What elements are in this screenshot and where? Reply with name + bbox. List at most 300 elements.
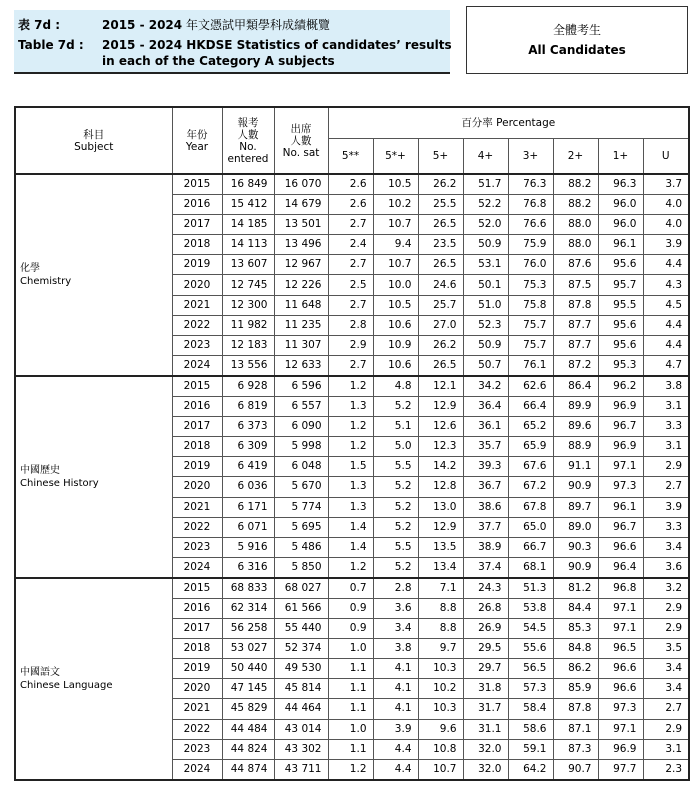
sat-cell: 61 566 bbox=[274, 598, 328, 618]
percentage-cell: 96.6 bbox=[598, 537, 643, 557]
percentage-cell: 56.5 bbox=[508, 659, 553, 679]
percentage-cell: 10.6 bbox=[373, 315, 418, 335]
percentage-cell: 3.9 bbox=[643, 235, 689, 255]
percentage-cell: 3.6 bbox=[643, 557, 689, 578]
percentage-cell: 25.5 bbox=[418, 195, 463, 215]
percentage-cell: 24.3 bbox=[463, 578, 508, 599]
percentage-cell: 1.2 bbox=[328, 759, 373, 780]
percentage-cell: 36.7 bbox=[463, 477, 508, 497]
entered-cell: 12 300 bbox=[222, 295, 274, 315]
percentage-cell: 26.5 bbox=[418, 355, 463, 376]
year-cell: 2021 bbox=[172, 295, 222, 315]
percentage-cell: 4.4 bbox=[373, 759, 418, 780]
percentage-cell: 9.6 bbox=[418, 719, 463, 739]
percentage-cell: 23.5 bbox=[418, 235, 463, 255]
percentage-cell: 5.0 bbox=[373, 437, 418, 457]
subject-zh: 中國歷史 bbox=[20, 464, 60, 476]
header-subject: 科目 Subject bbox=[15, 107, 172, 174]
percentage-cell: 35.7 bbox=[463, 437, 508, 457]
percentage-cell: 37.7 bbox=[463, 517, 508, 537]
percentage-cell: 26.9 bbox=[463, 619, 508, 639]
percentage-cell: 76.3 bbox=[508, 174, 553, 195]
entered-cell: 44 874 bbox=[222, 759, 274, 780]
year-cell: 2021 bbox=[172, 497, 222, 517]
percentage-cell: 97.1 bbox=[598, 619, 643, 639]
percentage-cell: 75.9 bbox=[508, 235, 553, 255]
percentage-cell: 88.2 bbox=[553, 195, 598, 215]
sat-cell: 6 557 bbox=[274, 397, 328, 417]
percentage-cell: 1.2 bbox=[328, 417, 373, 437]
year-cell: 2023 bbox=[172, 335, 222, 355]
entered-cell: 45 829 bbox=[222, 699, 274, 719]
percentage-cell: 90.9 bbox=[553, 477, 598, 497]
percentage-cell: 67.6 bbox=[508, 457, 553, 477]
percentage-cell: 66.4 bbox=[508, 397, 553, 417]
year-cell: 2017 bbox=[172, 215, 222, 235]
header-grade: 5*+ bbox=[373, 139, 418, 175]
percentage-cell: 76.8 bbox=[508, 195, 553, 215]
entered-cell: 62 314 bbox=[222, 598, 274, 618]
year-cell: 2022 bbox=[172, 315, 222, 335]
percentage-cell: 96.4 bbox=[598, 557, 643, 578]
percentage-cell: 26.5 bbox=[418, 255, 463, 275]
percentage-cell: 4.1 bbox=[373, 659, 418, 679]
year-cell: 2015 bbox=[172, 376, 222, 397]
header-grade: 5** bbox=[328, 139, 373, 175]
percentage-cell: 65.0 bbox=[508, 517, 553, 537]
percentage-cell: 14.2 bbox=[418, 457, 463, 477]
header-grade: 1+ bbox=[598, 139, 643, 175]
percentage-cell: 96.1 bbox=[598, 235, 643, 255]
percentage-cell: 2.9 bbox=[643, 598, 689, 618]
percentage-cell: 12.9 bbox=[418, 397, 463, 417]
entered-cell: 14 113 bbox=[222, 235, 274, 255]
percentage-cell: 7.1 bbox=[418, 578, 463, 599]
percentage-cell: 87.1 bbox=[553, 719, 598, 739]
percentage-cell: 10.3 bbox=[418, 699, 463, 719]
percentage-cell: 96.6 bbox=[598, 679, 643, 699]
year-cell: 2021 bbox=[172, 699, 222, 719]
caption-zh-years: 2015 - 2024 bbox=[102, 18, 183, 32]
percentage-cell: 12.3 bbox=[418, 437, 463, 457]
year-cell: 2015 bbox=[172, 578, 222, 599]
entered-cell: 6 036 bbox=[222, 477, 274, 497]
percentage-cell: 90.7 bbox=[553, 759, 598, 780]
percentage-cell: 29.7 bbox=[463, 659, 508, 679]
percentage-cell: 8.8 bbox=[418, 598, 463, 618]
percentage-cell: 95.6 bbox=[598, 315, 643, 335]
percentage-cell: 96.0 bbox=[598, 195, 643, 215]
percentage-cell: 96.9 bbox=[598, 437, 643, 457]
sat-cell: 45 814 bbox=[274, 679, 328, 699]
header-entered: 報考 人數 No. entered bbox=[222, 107, 274, 174]
percentage-cell: 87.8 bbox=[553, 295, 598, 315]
percentage-cell: 10.2 bbox=[373, 195, 418, 215]
percentage-cell: 3.8 bbox=[643, 376, 689, 397]
percentage-cell: 3.4 bbox=[643, 679, 689, 699]
percentage-cell: 87.3 bbox=[553, 739, 598, 759]
percentage-cell: 1.1 bbox=[328, 679, 373, 699]
percentage-cell: 59.1 bbox=[508, 739, 553, 759]
percentage-cell: 96.7 bbox=[598, 517, 643, 537]
percentage-cell: 87.7 bbox=[553, 335, 598, 355]
percentage-cell: 3.2 bbox=[643, 578, 689, 599]
year-cell: 2022 bbox=[172, 719, 222, 739]
entered-cell: 6 419 bbox=[222, 457, 274, 477]
percentage-cell: 53.1 bbox=[463, 255, 508, 275]
percentage-cell: 88.0 bbox=[553, 235, 598, 255]
percentage-cell: 4.4 bbox=[643, 255, 689, 275]
entered-cell: 16 849 bbox=[222, 174, 274, 195]
sat-cell: 11 307 bbox=[274, 335, 328, 355]
percentage-cell: 58.4 bbox=[508, 699, 553, 719]
header-grade: 4+ bbox=[463, 139, 508, 175]
percentage-cell: 85.3 bbox=[553, 619, 598, 639]
percentage-cell: 39.3 bbox=[463, 457, 508, 477]
percentage-cell: 75.7 bbox=[508, 335, 553, 355]
percentage-cell: 97.3 bbox=[598, 699, 643, 719]
percentage-cell: 3.3 bbox=[643, 417, 689, 437]
percentage-cell: 3.8 bbox=[373, 639, 418, 659]
year-cell: 2024 bbox=[172, 355, 222, 376]
percentage-cell: 1.4 bbox=[328, 537, 373, 557]
percentage-cell: 87.7 bbox=[553, 315, 598, 335]
sat-cell: 5 486 bbox=[274, 537, 328, 557]
year-cell: 2016 bbox=[172, 397, 222, 417]
percentage-cell: 53.8 bbox=[508, 598, 553, 618]
percentage-cell: 3.6 bbox=[373, 598, 418, 618]
sat-cell: 5 670 bbox=[274, 477, 328, 497]
subject-zh: 中國語文 bbox=[20, 666, 60, 678]
percentage-cell: 1.5 bbox=[328, 457, 373, 477]
sat-cell: 11 235 bbox=[274, 315, 328, 335]
percentage-cell: 64.2 bbox=[508, 759, 553, 780]
percentage-cell: 96.8 bbox=[598, 578, 643, 599]
percentage-cell: 89.0 bbox=[553, 517, 598, 537]
percentage-cell: 10.7 bbox=[373, 255, 418, 275]
sat-cell: 6 090 bbox=[274, 417, 328, 437]
percentage-cell: 5.2 bbox=[373, 477, 418, 497]
percentage-cell: 76.0 bbox=[508, 255, 553, 275]
percentage-cell: 1.1 bbox=[328, 699, 373, 719]
sat-cell: 43 014 bbox=[274, 719, 328, 739]
entered-cell: 53 027 bbox=[222, 639, 274, 659]
percentage-cell: 96.7 bbox=[598, 417, 643, 437]
percentage-cell: 51.0 bbox=[463, 295, 508, 315]
year-cell: 2018 bbox=[172, 235, 222, 255]
percentage-cell: 31.1 bbox=[463, 719, 508, 739]
percentage-cell: 36.1 bbox=[463, 417, 508, 437]
sat-cell: 14 679 bbox=[274, 195, 328, 215]
percentage-cell: 5.2 bbox=[373, 397, 418, 417]
percentage-cell: 4.7 bbox=[643, 355, 689, 376]
percentage-cell: 2.9 bbox=[643, 457, 689, 477]
percentage-cell: 5.5 bbox=[373, 457, 418, 477]
percentage-cell: 32.0 bbox=[463, 739, 508, 759]
sat-cell: 13 496 bbox=[274, 235, 328, 255]
sat-cell: 12 226 bbox=[274, 275, 328, 295]
entered-cell: 6 819 bbox=[222, 397, 274, 417]
percentage-cell: 1.0 bbox=[328, 719, 373, 739]
entered-cell: 5 916 bbox=[222, 537, 274, 557]
percentage-cell: 10.3 bbox=[418, 659, 463, 679]
percentage-cell: 87.5 bbox=[553, 275, 598, 295]
percentage-cell: 9.4 bbox=[373, 235, 418, 255]
percentage-cell: 2.7 bbox=[643, 699, 689, 719]
percentage-cell: 84.8 bbox=[553, 639, 598, 659]
percentage-cell: 3.4 bbox=[643, 537, 689, 557]
percentage-cell: 96.9 bbox=[598, 397, 643, 417]
percentage-cell: 66.7 bbox=[508, 537, 553, 557]
caption-en-title-line1: 2015 - 2024 HKDSE Statistics of candidates’ results bbox=[102, 38, 452, 52]
percentage-cell: 67.2 bbox=[508, 477, 553, 497]
percentage-cell: 95.6 bbox=[598, 255, 643, 275]
sat-cell: 55 440 bbox=[274, 619, 328, 639]
percentage-cell: 96.9 bbox=[598, 739, 643, 759]
percentage-cell: 38.6 bbox=[463, 497, 508, 517]
percentage-cell: 2.6 bbox=[328, 174, 373, 195]
percentage-cell: 1.1 bbox=[328, 659, 373, 679]
sat-cell: 11 648 bbox=[274, 295, 328, 315]
percentage-cell: 2.8 bbox=[373, 578, 418, 599]
header-grade: 5+ bbox=[418, 139, 463, 175]
percentage-cell: 4.4 bbox=[373, 739, 418, 759]
percentage-cell: 5.2 bbox=[373, 557, 418, 578]
percentage-cell: 10.5 bbox=[373, 295, 418, 315]
entered-cell: 6 928 bbox=[222, 376, 274, 397]
percentage-cell: 50.1 bbox=[463, 275, 508, 295]
percentage-cell: 1.3 bbox=[328, 497, 373, 517]
percentage-cell: 95.3 bbox=[598, 355, 643, 376]
year-cell: 2019 bbox=[172, 255, 222, 275]
percentage-cell: 76.1 bbox=[508, 355, 553, 376]
percentage-cell: 52.2 bbox=[463, 195, 508, 215]
entered-cell: 44 824 bbox=[222, 739, 274, 759]
sat-cell: 43 302 bbox=[274, 739, 328, 759]
percentage-cell: 88.2 bbox=[553, 174, 598, 195]
percentage-cell: 10.8 bbox=[418, 739, 463, 759]
entered-cell: 6 171 bbox=[222, 497, 274, 517]
percentage-cell: 32.0 bbox=[463, 759, 508, 780]
entered-cell: 56 258 bbox=[222, 619, 274, 639]
percentage-cell: 26.2 bbox=[418, 174, 463, 195]
percentage-cell: 55.6 bbox=[508, 639, 553, 659]
percentage-cell: 3.5 bbox=[643, 639, 689, 659]
percentage-cell: 13.5 bbox=[418, 537, 463, 557]
percentage-cell: 88.0 bbox=[553, 215, 598, 235]
sat-cell: 6 048 bbox=[274, 457, 328, 477]
percentage-cell: 26.8 bbox=[463, 598, 508, 618]
header-percentage: 百分率 Percentage bbox=[328, 107, 689, 139]
percentage-cell: 13.0 bbox=[418, 497, 463, 517]
sat-cell: 43 711 bbox=[274, 759, 328, 780]
year-cell: 2022 bbox=[172, 517, 222, 537]
year-cell: 2024 bbox=[172, 557, 222, 578]
percentage-cell: 87.2 bbox=[553, 355, 598, 376]
percentage-cell: 4.0 bbox=[643, 195, 689, 215]
entered-cell: 15 412 bbox=[222, 195, 274, 215]
percentage-cell: 4.3 bbox=[643, 275, 689, 295]
percentage-cell: 4.5 bbox=[643, 295, 689, 315]
percentage-cell: 91.1 bbox=[553, 457, 598, 477]
percentage-cell: 9.7 bbox=[418, 639, 463, 659]
percentage-cell: 31.7 bbox=[463, 699, 508, 719]
percentage-cell: 3.9 bbox=[643, 497, 689, 517]
entered-cell: 11 982 bbox=[222, 315, 274, 335]
percentage-cell: 65.9 bbox=[508, 437, 553, 457]
percentage-cell: 50.7 bbox=[463, 355, 508, 376]
percentage-cell: 27.0 bbox=[418, 315, 463, 335]
percentage-cell: 81.2 bbox=[553, 578, 598, 599]
percentage-cell: 13.4 bbox=[418, 557, 463, 578]
percentage-cell: 97.1 bbox=[598, 598, 643, 618]
percentage-cell: 96.0 bbox=[598, 215, 643, 235]
year-cell: 2023 bbox=[172, 537, 222, 557]
header-year: 年份 Year bbox=[172, 107, 222, 174]
sat-cell: 52 374 bbox=[274, 639, 328, 659]
percentage-cell: 2.7 bbox=[328, 215, 373, 235]
percentage-cell: 95.6 bbox=[598, 335, 643, 355]
percentage-cell: 8.8 bbox=[418, 619, 463, 639]
percentage-cell: 97.3 bbox=[598, 477, 643, 497]
year-cell: 2020 bbox=[172, 477, 222, 497]
percentage-cell: 67.8 bbox=[508, 497, 553, 517]
percentage-cell: 57.3 bbox=[508, 679, 553, 699]
year-cell: 2023 bbox=[172, 739, 222, 759]
percentage-cell: 29.5 bbox=[463, 639, 508, 659]
percentage-cell: 97.7 bbox=[598, 759, 643, 780]
header-grade: U bbox=[643, 139, 689, 175]
caption-en-label: Table 7d : bbox=[18, 38, 84, 52]
percentage-cell: 62.6 bbox=[508, 376, 553, 397]
percentage-cell: 4.4 bbox=[643, 315, 689, 335]
percentage-cell: 75.3 bbox=[508, 275, 553, 295]
percentage-cell: 86.4 bbox=[553, 376, 598, 397]
percentage-cell: 58.6 bbox=[508, 719, 553, 739]
percentage-cell: 1.2 bbox=[328, 376, 373, 397]
sat-cell: 68 027 bbox=[274, 578, 328, 599]
percentage-cell: 3.4 bbox=[643, 659, 689, 679]
year-cell: 2019 bbox=[172, 457, 222, 477]
percentage-cell: 89.6 bbox=[553, 417, 598, 437]
entered-cell: 13 607 bbox=[222, 255, 274, 275]
table-caption bbox=[14, 10, 450, 74]
percentage-cell: 5.1 bbox=[373, 417, 418, 437]
sat-cell: 5 998 bbox=[274, 437, 328, 457]
percentage-cell: 90.9 bbox=[553, 557, 598, 578]
statistics-table bbox=[14, 106, 690, 781]
percentage-cell: 1.4 bbox=[328, 517, 373, 537]
subject-en: Chemistry bbox=[20, 275, 72, 287]
header-grade: 2+ bbox=[553, 139, 598, 175]
percentage-cell: 52.0 bbox=[463, 215, 508, 235]
percentage-cell: 4.0 bbox=[643, 215, 689, 235]
entered-cell: 12 183 bbox=[222, 335, 274, 355]
percentage-cell: 2.9 bbox=[643, 619, 689, 639]
year-cell: 2020 bbox=[172, 275, 222, 295]
percentage-cell: 87.8 bbox=[553, 699, 598, 719]
percentage-cell: 3.1 bbox=[643, 437, 689, 457]
percentage-cell: 10.6 bbox=[373, 355, 418, 376]
subject-en: Chinese Language bbox=[20, 679, 113, 691]
percentage-cell: 84.4 bbox=[553, 598, 598, 618]
percentage-cell: 10.2 bbox=[418, 679, 463, 699]
percentage-cell: 75.8 bbox=[508, 295, 553, 315]
year-cell: 2017 bbox=[172, 619, 222, 639]
percentage-cell: 25.7 bbox=[418, 295, 463, 315]
percentage-cell: 10.7 bbox=[418, 759, 463, 780]
percentage-cell: 3.1 bbox=[643, 397, 689, 417]
sat-cell: 6 596 bbox=[274, 376, 328, 397]
percentage-cell: 3.9 bbox=[373, 719, 418, 739]
sat-cell: 13 501 bbox=[274, 215, 328, 235]
percentage-cell: 3.3 bbox=[643, 517, 689, 537]
percentage-cell: 88.9 bbox=[553, 437, 598, 457]
percentage-cell: 12.9 bbox=[418, 517, 463, 537]
year-cell: 2017 bbox=[172, 417, 222, 437]
candidates-en: All Candidates bbox=[528, 43, 626, 57]
percentage-cell: 10.5 bbox=[373, 174, 418, 195]
sat-cell: 44 464 bbox=[274, 699, 328, 719]
sat-cell: 5 695 bbox=[274, 517, 328, 537]
candidates-box bbox=[466, 6, 688, 74]
percentage-cell: 87.6 bbox=[553, 255, 598, 275]
entered-cell: 12 745 bbox=[222, 275, 274, 295]
percentage-cell: 0.9 bbox=[328, 619, 373, 639]
percentage-cell: 65.2 bbox=[508, 417, 553, 437]
sat-cell: 12 633 bbox=[274, 355, 328, 376]
year-cell: 2016 bbox=[172, 598, 222, 618]
percentage-cell: 54.5 bbox=[508, 619, 553, 639]
percentage-cell: 5.2 bbox=[373, 517, 418, 537]
year-cell: 2024 bbox=[172, 759, 222, 780]
year-cell: 2018 bbox=[172, 639, 222, 659]
percentage-cell: 4.4 bbox=[643, 335, 689, 355]
percentage-cell: 96.1 bbox=[598, 497, 643, 517]
caption-en-title-line2: in each of the Category A subjects bbox=[102, 54, 335, 68]
sat-cell: 5 850 bbox=[274, 557, 328, 578]
percentage-cell: 96.6 bbox=[598, 659, 643, 679]
percentage-cell: 2.8 bbox=[328, 315, 373, 335]
percentage-cell: 10.9 bbox=[373, 335, 418, 355]
candidates-zh: 全體考生 bbox=[552, 23, 601, 37]
entered-cell: 50 440 bbox=[222, 659, 274, 679]
percentage-cell: 10.0 bbox=[373, 275, 418, 295]
percentage-cell: 3.7 bbox=[643, 174, 689, 195]
percentage-cell: 90.3 bbox=[553, 537, 598, 557]
percentage-cell: 86.2 bbox=[553, 659, 598, 679]
percentage-cell: 34.2 bbox=[463, 376, 508, 397]
percentage-cell: 2.9 bbox=[328, 335, 373, 355]
percentage-cell: 36.4 bbox=[463, 397, 508, 417]
percentage-cell: 97.1 bbox=[598, 457, 643, 477]
subject-cell bbox=[15, 174, 172, 376]
percentage-cell: 38.9 bbox=[463, 537, 508, 557]
year-cell: 2015 bbox=[172, 174, 222, 195]
entered-cell: 68 833 bbox=[222, 578, 274, 599]
percentage-cell: 1.0 bbox=[328, 639, 373, 659]
header-sat: 出席 人數 No. sat bbox=[274, 107, 328, 174]
caption-zh-label: 表 7d : bbox=[18, 18, 61, 32]
percentage-cell: 37.4 bbox=[463, 557, 508, 578]
table-row bbox=[15, 376, 689, 397]
percentage-cell: 2.3 bbox=[643, 759, 689, 780]
percentage-cell: 4.1 bbox=[373, 679, 418, 699]
subject-cell bbox=[15, 578, 172, 780]
percentage-cell: 68.1 bbox=[508, 557, 553, 578]
year-cell: 2020 bbox=[172, 679, 222, 699]
entered-cell: 47 145 bbox=[222, 679, 274, 699]
